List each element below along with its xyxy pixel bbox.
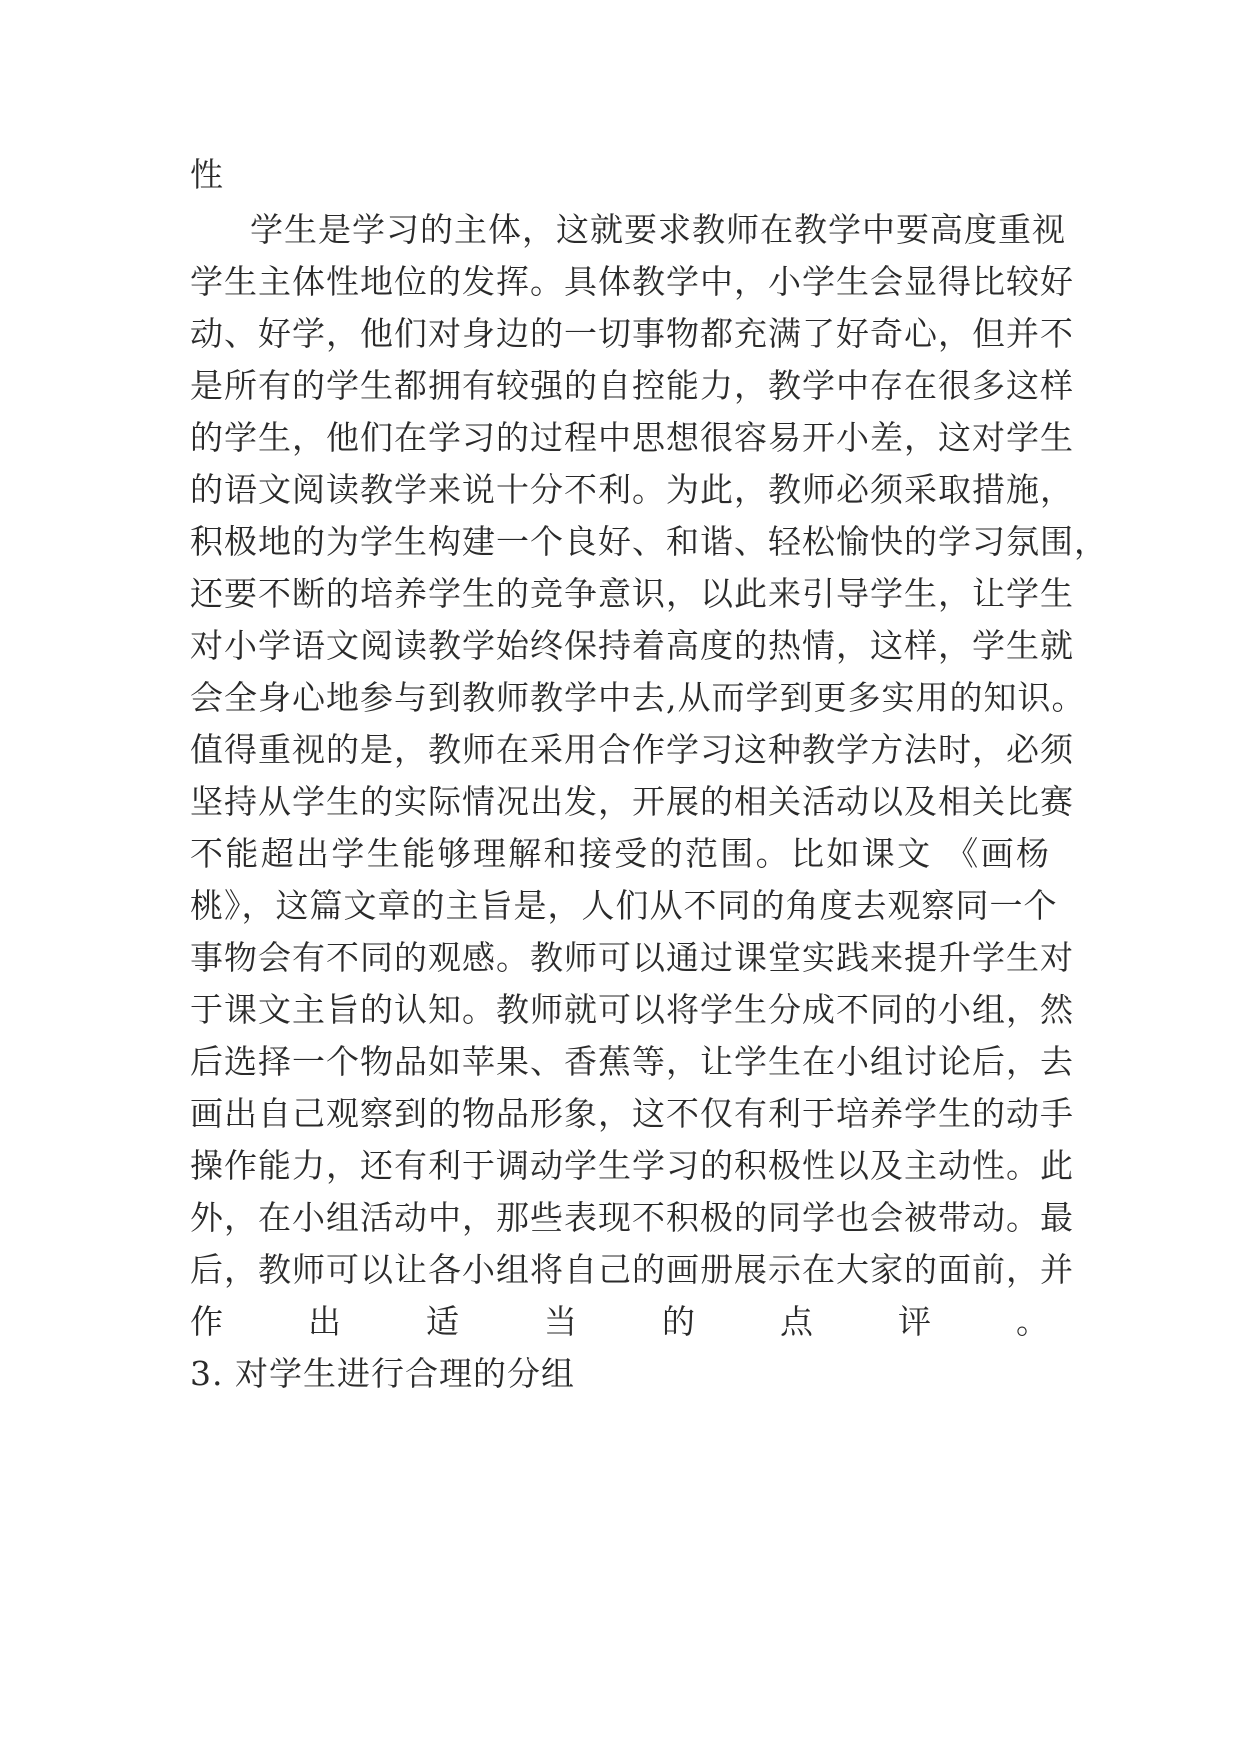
paragraph-first-line: 学生是学习的主体，这就要求教师在教学中要高度重视 xyxy=(250,210,1066,249)
text-line: 桃》，这篇文章的主旨是，人们从不同的角度去观察同一个 xyxy=(190,886,1058,925)
text-line: 是所有的学生都拥有较强的自控能力，教学中存在很多这样 xyxy=(190,366,1074,405)
text-line: 坚持从学生的实际情况出发，开展的相关活动以及相关比赛 xyxy=(190,782,1074,821)
text-line: 的语文阅读教学来说十分不利。为此，教师必须采取措施， xyxy=(190,470,1074,509)
section-heading xyxy=(250,1410,1050,1450)
text-line: 作出适当的点评。 xyxy=(190,1302,1050,1341)
text-line: 事物会有不同的观感。教师可以通过课堂实践来提升学生对 xyxy=(190,938,1074,977)
text-line: 不能超出学生能够理解和接受的范围。比如课文 《画杨 xyxy=(190,834,1050,873)
text-line: 对小学语文阅读教学始终保持着高度的热情，这样，学生就 xyxy=(190,626,1074,665)
text-line: 操作能力，还有利于调动学生学习的积极性以及主动性。此 xyxy=(190,1146,1074,1185)
text-line: 后，教师可以让各小组将自己的画册展示在大家的面前，并 xyxy=(190,1250,1074,1289)
paragraph-last-line: 3. 对学生进行合理的分组 xyxy=(190,1354,575,1393)
text-line: 画出自己观察到的物品形象，这不仅有利于培养学生的动手 xyxy=(190,1094,1074,1133)
text-line: 学生主体性地位的发挥。具体教学中，小学生会显得比较好 xyxy=(190,262,1074,301)
text-line: 积极地的为学生构建一个良好、和谐、轻松愉快的学习氛围， xyxy=(190,522,1108,561)
text-line: 会全身心地参与到教师教学中去,从而学到更多实用的知识。 xyxy=(190,678,1086,717)
text-line: 性 xyxy=(190,155,224,194)
text-line: 值得重视的是，教师在采用合作学习这种教学方法时，必须 xyxy=(190,730,1074,769)
text-line: 的学生，他们在学习的过程中思想很容易开小差，这对学生 xyxy=(190,418,1074,457)
text-line: 后选择一个物品如苹果、香蕉等，让学生在小组讨论后，去 xyxy=(190,1042,1074,1081)
text-line: 于课文主旨的认知。教师就可以将学生分成不同的小组，然 xyxy=(190,990,1074,1029)
text-line: 外，在小组活动中，那些表现不积极的同学也会被带动。最 xyxy=(190,1198,1074,1237)
text-line: 动、好学，他们对身边的一切事物都充满了好奇心，但并不 xyxy=(190,314,1074,353)
text-line: 还要不断的培养学生的竞争意识，以此来引导学生，让学生 xyxy=(190,574,1074,613)
